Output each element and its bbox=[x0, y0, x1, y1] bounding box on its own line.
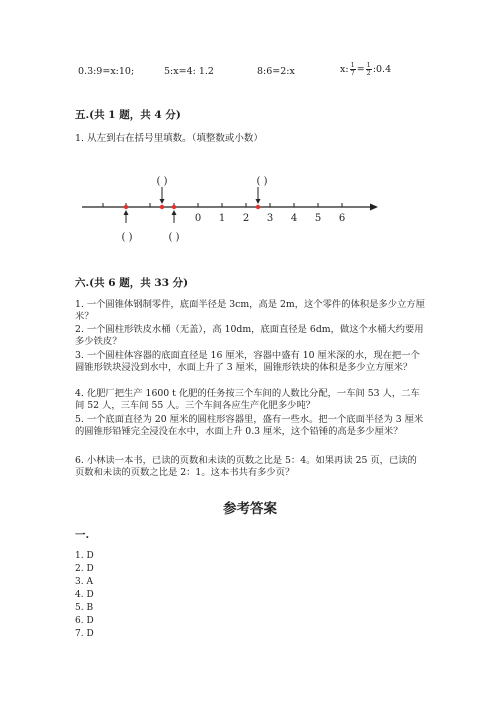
section-6-title: 六.(共 6 题，共 33 分) bbox=[75, 277, 189, 289]
answer-blanks bbox=[122, 176, 268, 243]
answer-6: 6. D bbox=[75, 616, 94, 626]
answer-7: 7. D bbox=[75, 629, 94, 639]
tick-label-3: 3 bbox=[266, 213, 274, 224]
tick-label-6: 6 bbox=[338, 213, 346, 224]
number-line-arrows bbox=[124, 187, 261, 223]
question-6: 6. 小林读一本书，已读的页数和未读的页数之比是 5：4。如果再读 25 页，已读的页数和未读的页数之比是 2：1。这本书共有多少页？ bbox=[75, 455, 417, 479]
blank-below-2: ( ) bbox=[168, 232, 180, 243]
equation-4-equals: = bbox=[356, 64, 365, 75]
number-line-labels bbox=[195, 213, 345, 224]
point-4 bbox=[256, 205, 260, 209]
number-line-diagram bbox=[0, 165, 500, 255]
equation-1: 0.3:9=x:10; bbox=[78, 66, 135, 77]
blank-above-1: ( ) bbox=[156, 176, 168, 187]
equation-4-prefix: x: bbox=[340, 64, 349, 75]
tick-label-5: 5 bbox=[314, 213, 322, 224]
answer-4: 4. D bbox=[75, 590, 94, 600]
equation-4-suffix: :0.4 bbox=[372, 64, 392, 75]
equation-4 bbox=[340, 62, 391, 77]
tick-label-1: 1 bbox=[218, 213, 226, 224]
question-2: 2. 一个圆柱形铁皮水桶（无盖），高 10dm，底面直径是 6dm，做这个水桶大约要用多少铁皮？ bbox=[75, 324, 424, 348]
equation-2: 5:x=4: 1.2 bbox=[164, 66, 214, 77]
tick-label-2: 2 bbox=[242, 213, 250, 224]
answers-title: 参考答案 bbox=[223, 501, 277, 517]
answer-3: 3. A bbox=[75, 577, 93, 587]
blank-below-1: ( ) bbox=[121, 232, 133, 243]
tick-label-0: 0 bbox=[194, 213, 202, 224]
question-1: 1. 一个圆锥体钢制零件，底面半径是 3cm，高是 2m，这个零件的体积是多少立方厘米？ bbox=[75, 299, 425, 323]
number-line-ticks bbox=[103, 203, 342, 207]
answer-1: 1. D bbox=[75, 551, 94, 561]
fraction-one-half: $\frac{1}{2}$ bbox=[366, 61, 371, 77]
question-5: 5. 一个底面直径为 20 厘米的圆柱形容器里，盛有一些水。把一个底面半径为 3 厘米的圆锥形铅锤完全浸没在水中，水面上升 0.3 厘米，这个铅锤的高是多少厘米？ bbox=[75, 414, 424, 438]
blank-above-2: ( ) bbox=[256, 176, 268, 187]
point-2 bbox=[160, 205, 164, 209]
tick-label-4: 4 bbox=[290, 213, 298, 224]
section-5-question-1: 1. 从左到右在括号里填数。（填整数或小数） bbox=[75, 133, 263, 144]
fraction-one-seventh: $\frac{1}{7}$ bbox=[350, 61, 355, 77]
point-3 bbox=[172, 205, 176, 209]
answer-5: 5. B bbox=[75, 603, 94, 613]
point-1 bbox=[124, 205, 128, 209]
equation-3: 8:6=2:x bbox=[257, 66, 295, 77]
question-3: 3. 一个圆柱体容器的底面直径是 16 厘米，容器中盛有 10 厘米深的水，现在把一个圆锥形铁块浸没到水中，水面上升了 3 厘米，圆锥形铁块的体积是多少立方厘米？ bbox=[75, 350, 420, 374]
answer-2: 2. D bbox=[75, 564, 94, 574]
answers-section-1: 一. bbox=[75, 529, 90, 541]
question-4: 4. 化肥厂把生产 1600 t 化肥的任务按三个车间的人数比分配，一车间 53 人，二车间 52 人，三车间 55 人。三个车间各应生产化肥多少吨？ bbox=[75, 388, 420, 412]
section-5-title: 五.(共 1 题，共 4 分) bbox=[75, 109, 181, 121]
